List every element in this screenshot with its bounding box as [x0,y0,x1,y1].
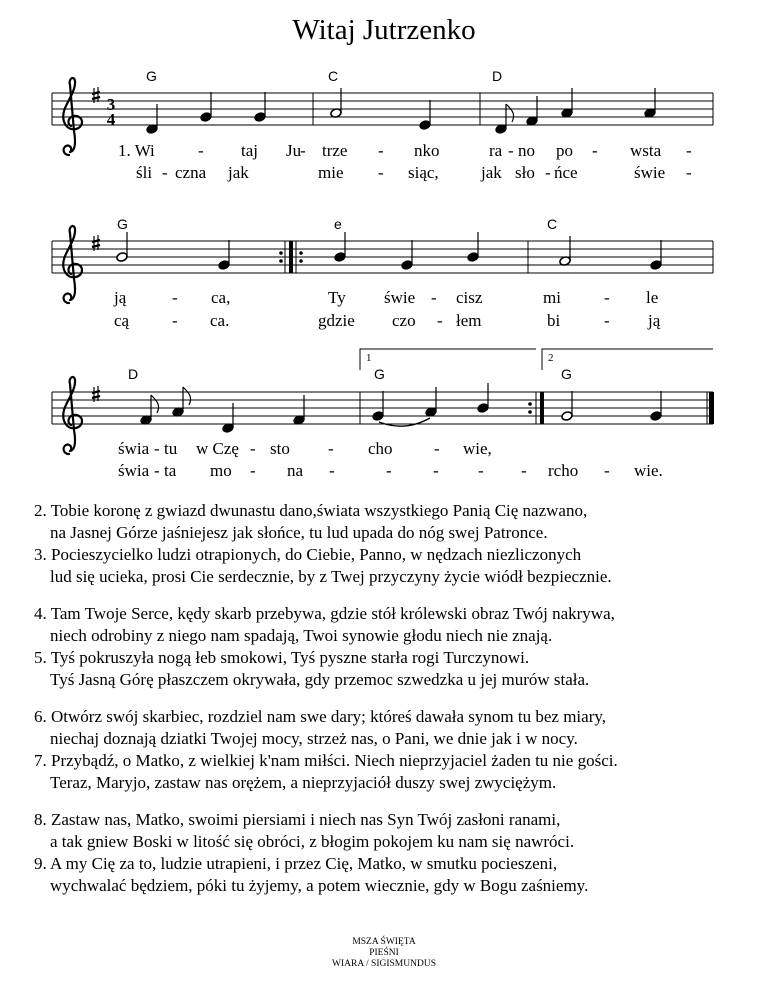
lyric-syllable: czna [175,163,207,182]
stanza-line: niechaj doznają dziatki Twojej mocy, strzeż nas, o Pani, we dnie jak i w nocy. [50,729,578,748]
svg-text:4: 4 [106,110,116,129]
lyric-syllable: świe [384,288,416,307]
stanza-line: a tak gniew Boski w litość się obróci, z błogim pokojem ku nam się nawróci. [50,832,575,851]
lyric-syllable: mo [210,461,232,480]
stanza-text [34,500,618,912]
song-title: Witaj Jutrzenko [292,14,476,46]
music-notation [0,0,768,470]
lyric-syllable: świa [118,461,150,480]
chord-symbol: C [328,68,339,84]
lyric-hyphen: - [545,163,551,182]
lyric-syllable: świe [634,163,666,182]
lyric-hyphen: - [198,141,204,160]
stanza-line: Teraz, Maryjo, zastaw nas orężem, a nieprzyjaciół duszy swej zwyciężym. [50,773,557,792]
volta-2: 2 [548,352,554,364]
volta-1: 1 [366,352,372,364]
lyric-syllable: cą [114,311,130,330]
lyric-syllable: wie. [634,461,663,480]
lyric-syllable: gdzie [318,311,355,330]
footer-line: PIEŚNI [369,948,399,958]
stanza-group [34,603,618,691]
lyric-syllable: ta [164,461,177,480]
lyric-syllable: jak [228,163,249,182]
lyric-hyphen: - [592,141,598,160]
lyric-syllable: tu [164,439,178,458]
lyric-syllable: trze [322,141,348,160]
stanza-line: 6. Otwórz swój skarbiec, rozdziel nam swe dary; któreś dawała synom tu bez miary, [34,707,606,726]
lyric-syllable: no [518,141,535,160]
lyric-syllable: taj [241,141,258,160]
lyric-hyphen: - [300,141,306,160]
chord-symbol: G [117,216,128,232]
lyric-syllable: cisz [456,288,483,307]
lyric-syllable: bi [547,311,561,330]
stanza-line: wychwalać będziem, póki tu żyjemy, a potem wiecznie, gdy w Bogu zaśniemy. [50,876,589,895]
stanza-group [34,706,618,794]
chord-symbol: C [547,216,558,232]
stanza-line: 5. Tyś pokruszyła nogą łeb smokowi, Tyś pyszne starła rogi Turczynowi. [34,648,530,667]
lyric-hyphen: - [162,163,168,182]
lyric-hyphen: - [431,288,437,307]
lyric-syllable: czo [392,311,416,330]
stanza-group [34,809,618,897]
svg-text:3: 3 [106,95,116,114]
lyric-syllable: ją [114,288,127,307]
lyric-syllable: nko [414,141,440,160]
lyric-hyphen: - [172,288,178,307]
lyric-hyphen: - [172,311,178,330]
lyric-syllable: Ju [286,141,302,160]
lyric-hyphen: - [604,461,610,480]
stanza-line: Tyś Jasną Górę płaszczem okrywała, gdy przemoc szwedzka u jej murów stała. [50,670,590,689]
lyric-syllable: mie [318,163,344,182]
lyric-syllable: sło [515,163,535,182]
lyric-syllable: ją [648,311,661,330]
footer-line: MSZA ŚWIĘTA [352,937,416,947]
lyric-syllable: ca, [211,288,231,307]
lyric-syllable: świa [118,439,150,458]
chord-symbol: G [146,68,157,84]
lyric-hyphen: - [686,141,692,160]
lyric-hyphen: - [478,461,484,480]
lyric-hyphen: - [250,461,256,480]
lyric-syllable: rcho [548,461,579,480]
stanza-line: niech odrobiny z niego nam spadają, Twoi synowie głodu niech nie znają. [50,626,553,645]
lyric-syllable: Ty [328,288,346,307]
chord-symbol: e [334,216,342,232]
stanza-line: 9. A my Cię za to, ludzie utrapieni, i przez Cię, Matko, w smutku pocieszeni, [34,854,558,873]
lyric-syllable: śli [136,163,153,182]
lyric-syllable: ca. [210,311,230,330]
lyric-hyphen: - [154,461,160,480]
lyric-hyphen: - [521,461,527,480]
lyric-syllable: cho [368,439,393,458]
lyric-hyphen: - [434,439,440,458]
lyric-hyphen: - [378,163,384,182]
stanza-line: na Jasnej Górze jaśniejesz jak słońce, tu lud upada do nóg swej Patronce. [50,523,548,542]
stanza-line: 7. Przybądź, o Matko, z wielkiej k'nam miłści. Niech nieprzyjaciel żaden tu nie gości. [34,751,618,770]
lyric-hyphen: - [154,439,160,458]
stanza-group [34,500,618,588]
lyric-syllable: ńce [554,163,578,182]
staff-system-2 [52,226,713,303]
lyric-hyphen: - [686,163,692,182]
lyric-syllable: mi [543,288,561,307]
lyric-syllable: wsta [630,141,662,160]
footer [0,937,768,970]
lyric-syllable: wie, [463,439,492,458]
stanza-line: 4. Tam Twoje Serce, kędy skarb przebywa, gdzie stół królewski obraz Twój nakrywa, [34,604,615,623]
lyric-syllable: 1. Wi [118,141,155,160]
lyric-hyphen: - [378,141,384,160]
lyric-syllable: ra [489,141,503,160]
lyric-syllable: na [287,461,304,480]
lyric-hyphen: - [329,461,335,480]
lyric-hyphen: - [604,311,610,330]
chord-symbol: G [561,366,572,382]
lyric-syllable: w Czę [196,439,239,458]
stanza-line: lud się ucieka, prosi Cie serdecznie, by z Twej przyczyny życie wiódł bezpiecznie. [50,567,612,586]
lyric-hyphen: - [508,141,514,160]
lyric-hyphen: - [328,439,334,458]
chord-symbol: D [492,68,503,84]
stanza-line: 3. Pocieszycielko ludzi otrapionych, do Ciebie, Panno, w nędzach niezliczonych [34,545,582,564]
lyric-hyphen: - [604,288,610,307]
lyric-hyphen: - [433,461,439,480]
chord-symbol: D [128,366,139,382]
footer-line: WIARA / SIGISMUNDUS [332,959,436,969]
stanza-line: 8. Zastaw nas, Matko, swoimi piersiami i niech nas Syn Twój zasłoni ranami, [34,810,561,829]
lyric-syllable: łem [456,311,482,330]
lyric-hyphen: - [386,461,392,480]
stanza-line: 2. Tobie koronę z gwiazd dwunastu dano,świata wszystkiego Panią Cię nazwano, [34,501,588,520]
lyric-syllable: po [556,141,573,160]
lyric-syllable: sto [270,439,290,458]
lyric-hyphen: - [250,439,256,458]
lyric-syllable: siąc, [408,163,439,182]
lyric-hyphen: - [437,311,443,330]
lyric-syllable: le [646,288,659,307]
lyric-syllable: jak [481,163,502,182]
chord-symbol: G [374,366,385,382]
